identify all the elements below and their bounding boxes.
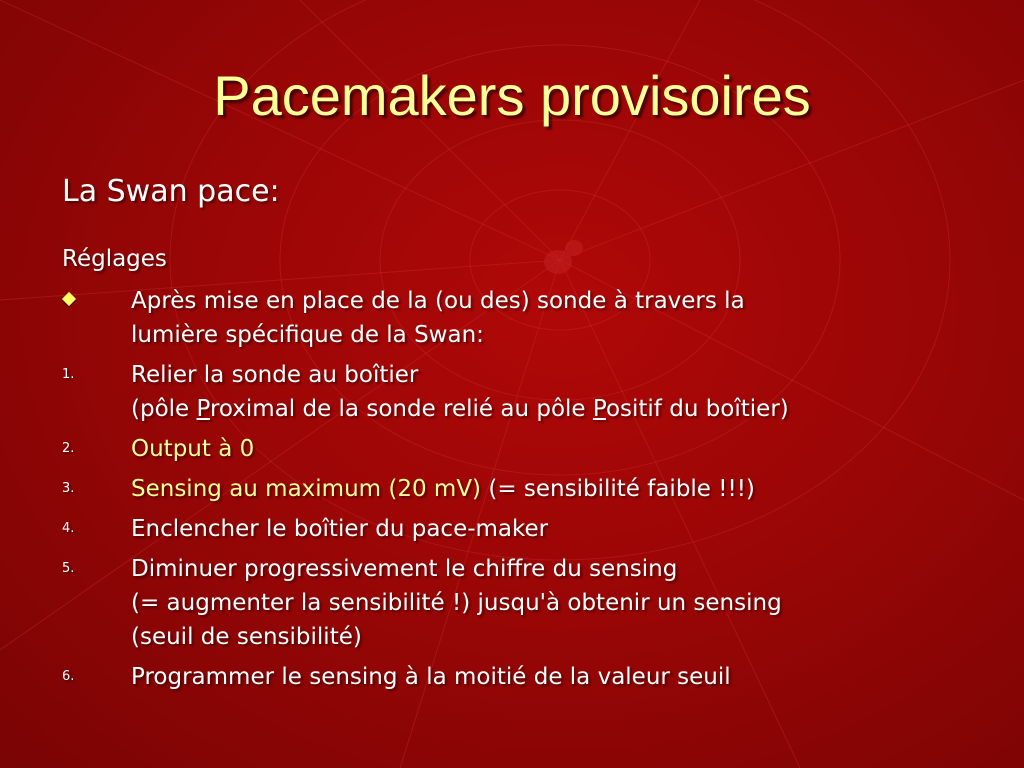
step-number: 5. (62, 561, 75, 576)
intro-line-2: lumière spécifique de la Swan: (131, 322, 484, 348)
step-1-text-c: ositif du boîtier) (605, 396, 789, 422)
step-5-line-1: Diminuer progressivement le chiffre du sensing (131, 556, 678, 582)
section-heading: Réglages (62, 246, 167, 272)
step-number: 2. (62, 441, 75, 456)
step-1-underline-p2: P (592, 396, 606, 422)
step-number: 3. (62, 481, 75, 496)
step-2-text: Output à 0 (131, 436, 255, 462)
step-1-line-2 (131, 392, 982, 426)
step-number: 1. (62, 367, 75, 382)
list-item-step-6 (62, 660, 982, 694)
step-5-line-3: (seuil de sensibilité) (131, 624, 362, 650)
step-5-line-2: (= augmenter la sensibilité !) jusqu'à obtenir un sensing (131, 590, 782, 616)
list-item-step-1 (62, 358, 982, 426)
step-3-highlight: Sensing au maximum (20 mV) (131, 476, 482, 502)
list-item-step-2 (62, 432, 982, 466)
slide-subtitle: La Swan pace: (62, 174, 280, 209)
step-3-text: (= sensibilité faible !!!) (481, 476, 755, 502)
slide-title: Pacemakers provisoires (213, 64, 811, 127)
list-item-step-3 (62, 472, 982, 506)
step-1-text-b: roximal de la sonde relié au pôle (209, 396, 593, 422)
step-number: 6. (62, 669, 75, 684)
step-1-line-1: Relier la sonde au boîtier (131, 362, 419, 388)
steps-list (62, 284, 982, 700)
list-item-intro (62, 284, 982, 352)
list-item-step-5 (62, 552, 982, 654)
diamond-bullet-icon (62, 292, 76, 306)
spider-icon (544, 240, 583, 274)
step-number: 4. (62, 521, 75, 536)
step-1-underline-p1: P (196, 396, 210, 422)
intro-line-1: Après mise en place de la (ou des) sonde à travers la (131, 288, 745, 314)
list-item-step-4 (62, 512, 982, 546)
step-1-text-a: (pôle (131, 396, 197, 422)
step-4-text: Enclencher le boîtier du pace-maker (131, 516, 549, 542)
step-3-line (131, 472, 982, 506)
step-6-text: Programmer le sensing à la moitié de la valeur seuil (131, 664, 731, 690)
